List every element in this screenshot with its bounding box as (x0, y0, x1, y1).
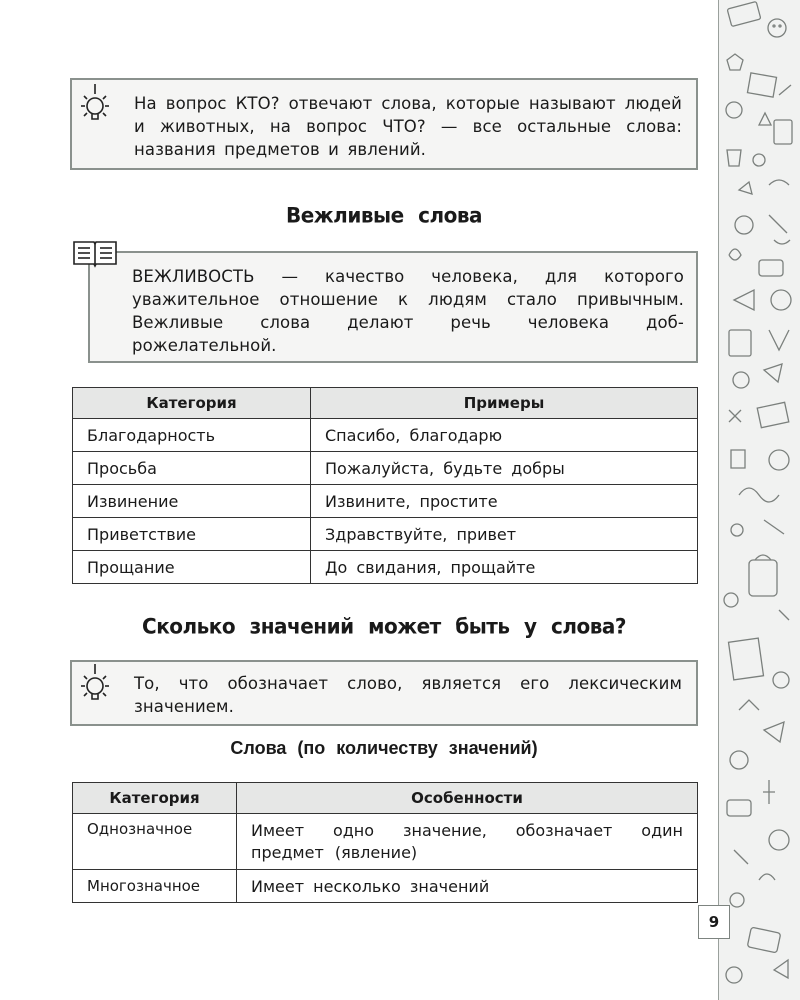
table-row (73, 485, 698, 518)
table-title-word-meanings: Слова (по количеству значений) (230, 738, 538, 758)
table-cell: Пожалуйста, будьте добры (311, 452, 698, 485)
table-row (73, 814, 698, 870)
column-header-examples: Примеры (311, 388, 698, 419)
table-cell: Однозначное (73, 814, 237, 870)
column-header-category: Категория (73, 783, 237, 814)
table-cell: Просьба (73, 452, 311, 485)
table-row (73, 452, 698, 485)
doodle-pattern (719, 0, 800, 1000)
column-header-category: Категория (73, 388, 311, 419)
table-row (73, 518, 698, 551)
polite-words-table (72, 387, 698, 584)
column-header-features: Особенности (237, 783, 698, 814)
table-cell: Спасибо, благодарю (311, 419, 698, 452)
table-cell: Извинение (73, 485, 311, 518)
lightbulb-icon (78, 84, 112, 128)
tip-text-2: То, что обозначает слово, является его лексическим значением. (134, 674, 682, 716)
tip-box-1 (70, 78, 698, 170)
section-title-word-meanings: Сколько значений может быть у слова? (142, 613, 626, 639)
table-row (73, 419, 698, 452)
table-cell: Здравствуйте, привет (311, 518, 698, 551)
word-meanings-table (72, 782, 698, 903)
table-cell: Приветствие (73, 518, 311, 551)
table-cell: Имеет несколько значений (237, 870, 698, 903)
table-cell: Многозначное (73, 870, 237, 903)
tip-box-2 (70, 660, 698, 726)
table-cell: Имеет одно значение, обозначает один предмет (явление) (237, 814, 698, 870)
page-number: 9 (698, 905, 730, 939)
section-title-polite-words: Вежливые слова (285, 202, 483, 228)
open-book-icon (72, 238, 118, 268)
tip-text-1: На вопрос КТО? отвечают слова, которые называют людей и животных, на вопрос ЧТО? — все остальные слова: названия предметов и явлений. (134, 94, 682, 159)
table-row (73, 870, 698, 903)
decorative-sidebar (718, 0, 800, 1000)
table-cell: Благодарность (73, 419, 311, 452)
table-cell: Извините, простите (311, 485, 698, 518)
table-header-row (73, 388, 698, 419)
definition-box (88, 251, 698, 363)
lightbulb-icon (78, 664, 112, 708)
table-row (73, 551, 698, 584)
table-cell: Прощание (73, 551, 311, 584)
table-header-row (73, 783, 698, 814)
table-cell: До свидания, прощайте (311, 551, 698, 584)
definition-text: ВЕЖЛИВОСТЬ — качество человека, для которого уважительное отношение к людям стало привычным. Вежливые слова делают речь человека доб-рожелательной. (132, 267, 684, 355)
